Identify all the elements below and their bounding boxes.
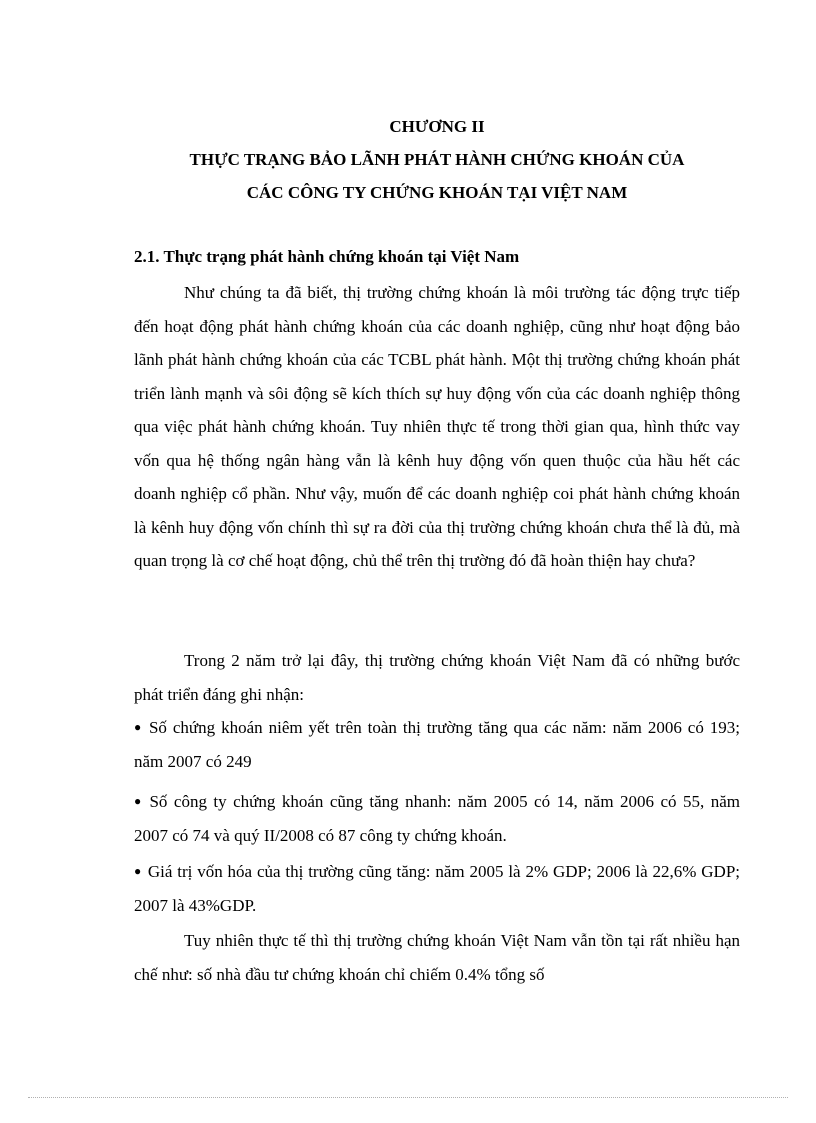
bullet-text: Số chứng khoán niêm yết trên toàn thị trường tăng qua các năm: năm 2006 có 193; năm 2007 có 249 (134, 718, 741, 771)
bullet-item-listed-securities (134, 711, 740, 778)
bullet-item-market-capitalization (134, 855, 740, 922)
bullet-text: Giá trị vốn hóa của thị trường cũng tăng: năm 2005 là 2% GDP; 2006 là 22,6% GDP; 2007 là 43%GDP. (134, 862, 741, 915)
bullet-icon: ● (134, 794, 144, 808)
bullet-icon: ● (134, 864, 142, 878)
paragraph-development: Trong 2 năm trở lại đây, thị trường chứng khoán Việt Nam đã có những bước phát triển đáng ghi nhận: (134, 651, 740, 704)
chapter-number: CHƯƠNG II (389, 117, 485, 136)
bullet-item-securities-companies (134, 785, 740, 852)
bullet-text: Số công ty chứng khoán cũng tăng nhanh: năm 2005 có 14, năm 2006 có 55, năm 2007 có 74 và quý II/2008 có 87 công ty chứng khoán. (134, 792, 740, 845)
paragraph-intro: Như chúng ta đã biết, thị trường chứng khoán là môi trường tác động trực tiếp đến hoạt động phát hành chứng khoán của các doanh nghiệp, cũng như hoạt động bảo lãnh phát hành chứng khoán của các TCBL phát hành. Một thị trường chứng khoán phát triển lành mạnh và sôi động sẽ kích thích sự huy động vốn của các doanh nghiệp thông qua việc phát hành chứng khoán. Tuy nhiên thực tế trong thời gian qua, hình thức vay vốn qua hệ thống ngân hàng vẫn là kênh huy động vốn quen thuộc của hầu hết các doanh nghiệp cổ phần. Như vậy, muốn để các doanh nghiệp coi phát hành chứng khoán là kênh huy động vốn chính thì sự ra đời của thị trường chứng khoán chưa thể là đủ, mà quan trọng là cơ chế hoạt động, chủ thể trên thị trường đó đã hoàn thiện hay chưa? (134, 283, 740, 570)
footer-divider (28, 1097, 788, 1098)
section-title: 2.1. Thực trạng phát hành chứng khoán tại Việt Nam (134, 247, 520, 266)
chapter-title-line-1: THỰC TRẠNG BẢO LÃNH PHÁT HÀNH CHỨNG KHOÁN CỦA (189, 150, 685, 169)
chapter-heading (134, 110, 740, 209)
paragraph-limitations: Tuy nhiên thực tế thì thị trường chứng khoán Việt Nam vẫn tồn tại rất nhiều hạn chế như: số nhà đầu tư chứng khoán chỉ chiếm 0.4% tổng số (134, 931, 740, 984)
bullet-icon: ● (134, 720, 143, 734)
chapter-title-line-2: CÁC CÔNG TY CHỨNG KHOÁN TẠI VIỆT NAM (246, 183, 628, 202)
